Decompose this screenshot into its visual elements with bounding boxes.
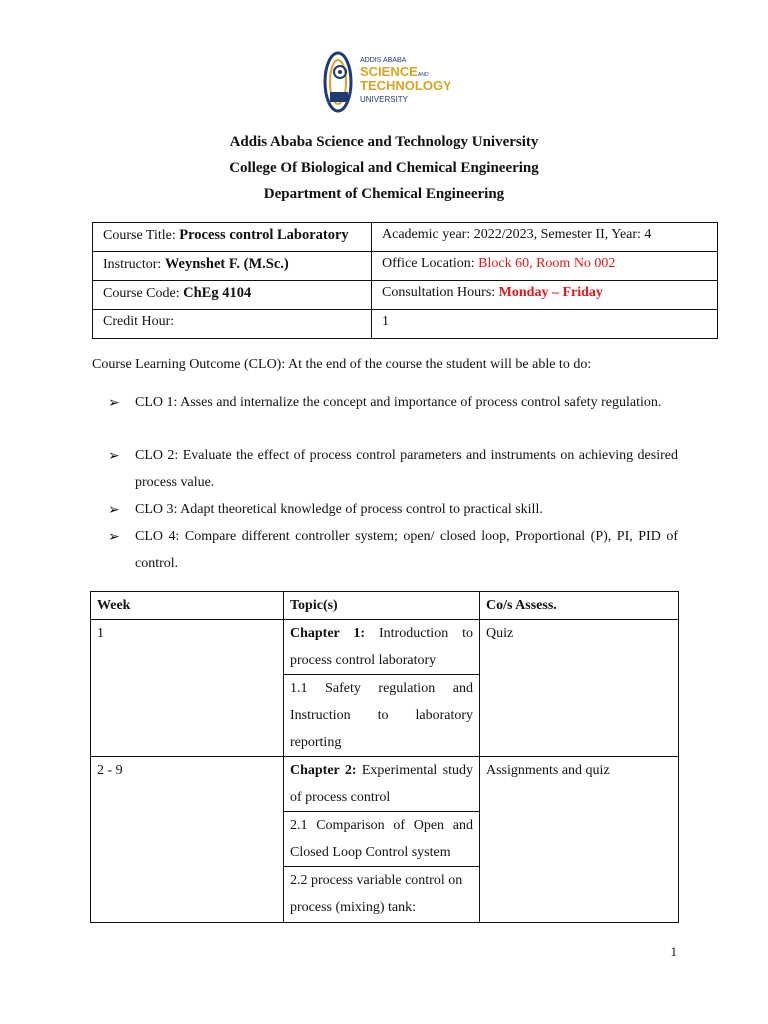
course-code-cell: Course Code: ChEg 4104: [93, 281, 372, 310]
assessment-cell: Quiz: [480, 620, 679, 757]
clo-item: CLO 1: Asses and internalize the concept and importance of process control safety regulation.: [135, 395, 662, 410]
credit-hour-value: 1: [372, 310, 718, 339]
chapter-topic: Chapter 1: Introduction to process control laboratory: [290, 626, 473, 668]
course-code: ChEg 4104: [183, 285, 252, 301]
instructor-cell: Instructor: Weynshet F. (M.Sc.): [93, 252, 372, 281]
header-topics: Topic(s): [284, 592, 480, 620]
clo-item: CLO 4: Compare different controller system; open/ closed loop, Proportional (P), PI, PID of control.: [135, 529, 678, 571]
credit-hour-label: Credit Hour:: [93, 310, 372, 339]
course-title: Process control Laboratory: [179, 227, 349, 243]
office-location-cell: Office Location: Block 60, Room No 002: [372, 252, 718, 281]
university-logo: [320, 48, 450, 118]
assessment-cell: Assignments and quiz: [480, 757, 679, 923]
consultation-hours: Monday – Friday: [498, 285, 603, 300]
university-name: Addis Ababa Science and Technology University: [229, 134, 539, 150]
college-name: College Of Biological and Chemical Engineering: [229, 160, 539, 176]
office-location: Block 60, Room No 002: [478, 256, 616, 271]
instructor-name: Weynshet F. (M.Sc.): [164, 256, 289, 272]
header-assessment: Co/s Assess.: [480, 592, 679, 620]
arrow-bullet-icon: ➢: [108, 396, 120, 411]
logo-line3: TECHNOLOGY: [360, 78, 450, 93]
logo-line1: ADDIS ABABA: [360, 57, 407, 64]
schedule-table: [90, 591, 679, 923]
subtopic: 2.1 Comparison of Open and Closed Loop Control system: [284, 812, 479, 867]
logo-line4: UNIVERSITY: [360, 95, 409, 104]
table-row: [91, 757, 679, 923]
consultation-hours-cell: Consultation Hours: Monday – Friday: [372, 281, 718, 310]
table-row: [91, 620, 679, 757]
arrow-bullet-icon: ➢: [108, 449, 120, 464]
course-title-cell: Course Title: Process control Laboratory: [93, 223, 372, 252]
page-number: 1: [670, 944, 677, 959]
logo-line2: SCIENCE: [360, 64, 418, 79]
academic-year-cell: Academic year: 2022/2023, Semester II, Year: 4: [372, 223, 718, 252]
header-week: Week: [91, 592, 284, 620]
course-info-table: [92, 222, 718, 339]
chapter-topic: Chapter 2: Experimental study of process control: [290, 763, 473, 805]
clo-item: CLO 2: Evaluate the effect of process control parameters and instruments on achieving desired process value.: [135, 448, 678, 490]
clo-intro: Course Learning Outcome (CLO): At the end of the course the student will be able to do:: [92, 357, 592, 372]
subtopic: 2.2 process variable control on process (mixing) tank:: [284, 867, 479, 922]
topics-cell: [284, 620, 480, 757]
clo-item: CLO 3: Adapt theoretical knowledge of process control to practical skill.: [135, 502, 543, 517]
logo-line2b: AND: [418, 72, 429, 78]
arrow-bullet-icon: ➢: [108, 530, 120, 545]
week-cell: 1: [91, 620, 284, 757]
subtopic: 1.1 Safety regulation and Instruction to laboratory reporting: [284, 675, 479, 757]
topics-cell: [284, 757, 480, 923]
arrow-bullet-icon: ➢: [108, 503, 120, 518]
week-cell: 2 - 9: [91, 757, 284, 923]
department-name: Department of Chemical Engineering: [263, 186, 505, 202]
